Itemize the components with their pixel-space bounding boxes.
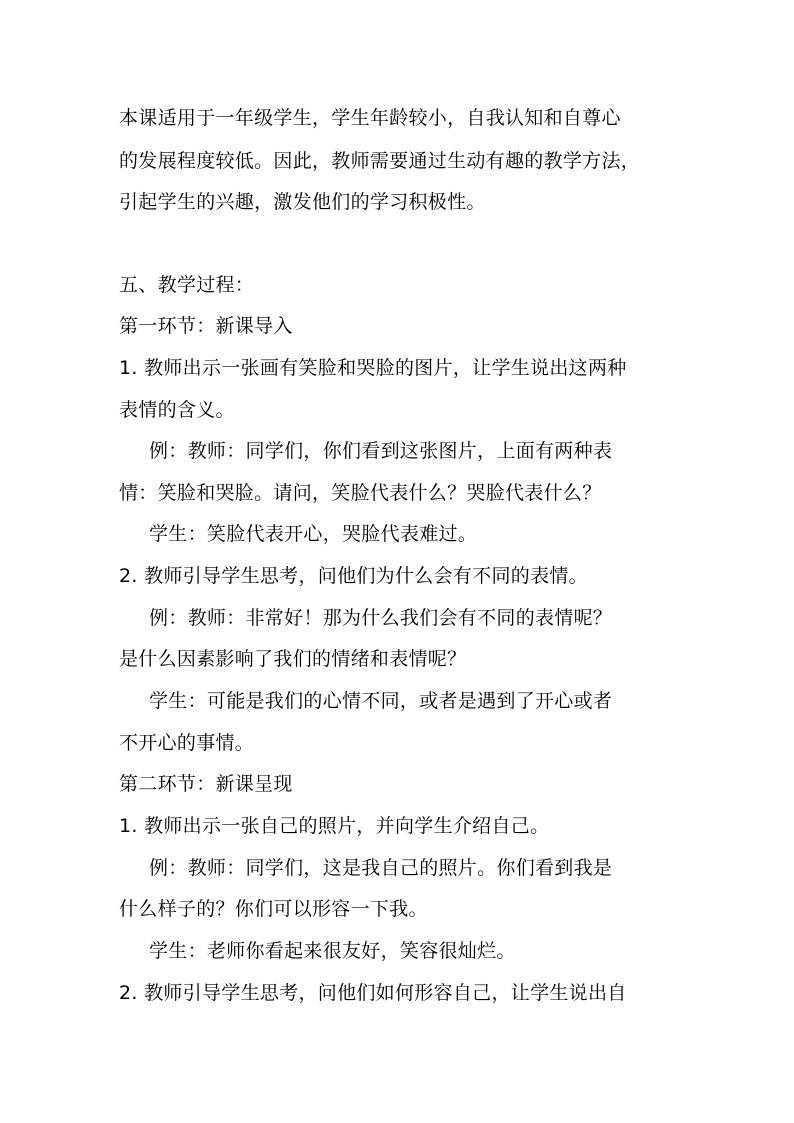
text-line: 2. 教师引导学生思考，问他们为什么会有不同的表情。	[119, 565, 588, 587]
text-line: 引起学生的兴趣，激发他们的学习积极性。	[119, 191, 486, 213]
text-line: 本课适用于一年级学生，学生年龄较小，自我认知和自尊心	[119, 107, 621, 129]
text-line: 学生：笑脸代表开心，哭脸代表难过。	[149, 523, 478, 545]
section-heading: 五、教学过程：	[119, 274, 255, 296]
text-line: 情：笑脸和哭脸。请问，笑脸代表什么？哭脸代表什么？	[119, 482, 602, 504]
text-line: 学生：老师你看起来很友好，笑容很灿烂。	[149, 940, 516, 962]
text-line: 1. 教师出示一张自己的照片，并向学生介绍自己。	[119, 815, 550, 837]
text-line: 是什么因素影响了我们的情绪和表情呢？	[119, 648, 467, 670]
stage1-heading: 第一环节：新课导入	[119, 315, 293, 337]
text-line: 例：教师：非常好！那为什么我们会有不同的表情呢？	[149, 607, 613, 629]
stage2-heading: 第二环节：新课呈现	[119, 773, 293, 795]
text-line: 1. 教师出示一张画有笑脸和哭脸的图片，让学生说出这两种	[119, 357, 627, 379]
text-line: 不开心的事情。	[119, 732, 255, 754]
text-line: 表情的含义。	[119, 399, 235, 421]
text-line: 学生：可能是我们的心情不同，或者是遇到了开心或者	[149, 690, 613, 712]
text-line: 的发展程度较低。因此，教师需要通过生动有趣的教学方法，	[119, 150, 641, 172]
text-line: 什么样子的？你们可以形容一下我。	[119, 898, 428, 920]
text-line: 例：教师：同学们，你们看到这张图片，上面有两种表	[149, 440, 613, 462]
text-line: 例：教师：同学们，这是我自己的照片。你们看到我是	[149, 857, 613, 879]
text-line: 2. 教师引导学生思考，问他们如何形容自己，让学生说出自	[119, 982, 627, 1004]
